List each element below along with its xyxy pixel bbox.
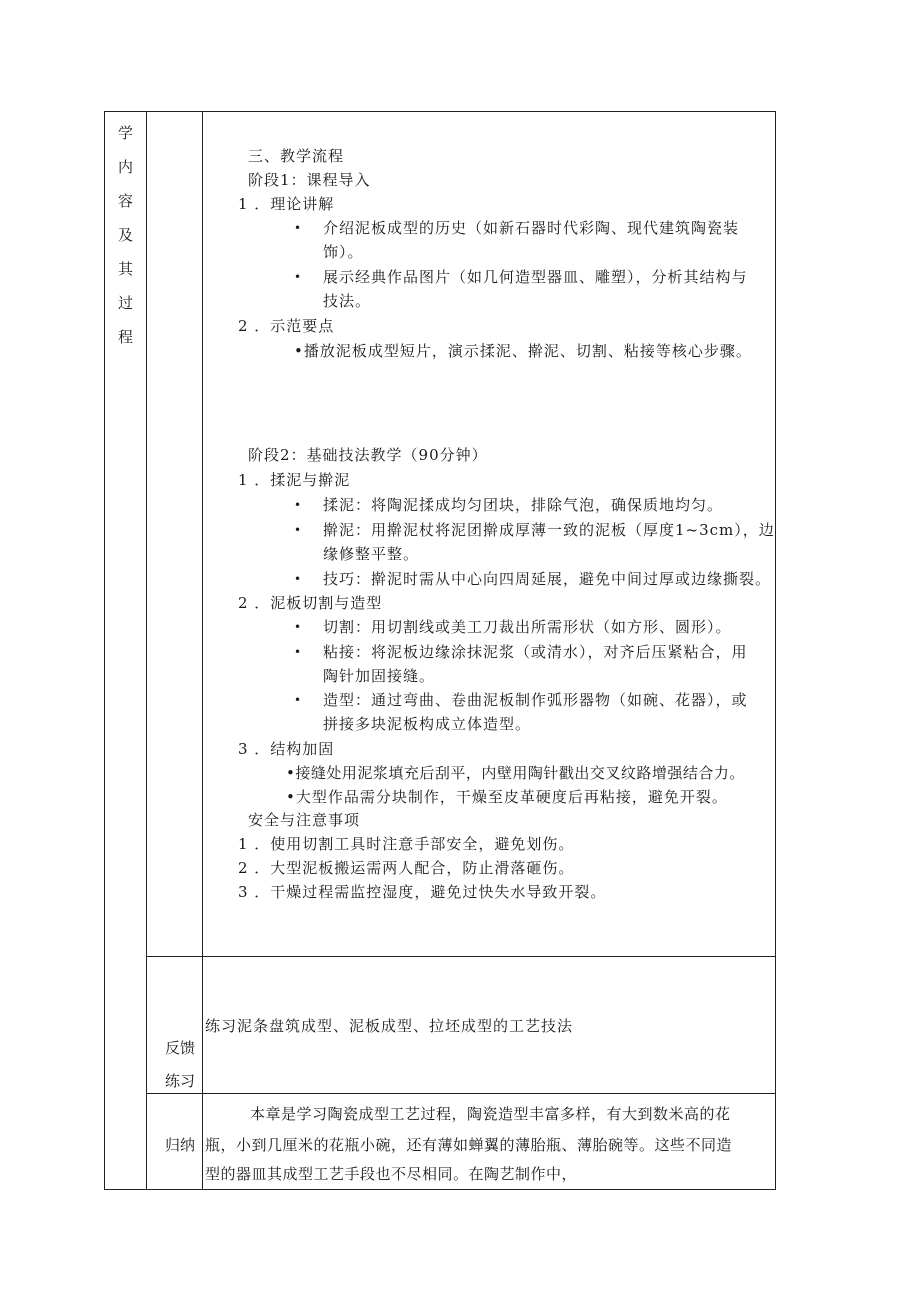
stage2-item2-title: 2 ．泥板切割与造型 xyxy=(238,594,383,612)
bullet-icon: • xyxy=(294,498,302,512)
stage2-item3-bullet2: •大型作品需分块制作，干燥至皮革硬度后再粘接，避免开裂。 xyxy=(286,788,728,806)
left-header-char: 学 xyxy=(118,124,134,142)
left-header-char: 过 xyxy=(118,294,134,312)
table-col-divider-2 xyxy=(202,111,203,1190)
table-col-divider-1 xyxy=(146,111,147,1190)
summary-line-3: 型的器皿其成型工艺手段也不尽相同。在陶艺制作中， xyxy=(205,1165,578,1183)
stage2-item1-title: 1 ．揉泥与擀泥 xyxy=(238,471,351,489)
stage2-item2-bullet2-line1: 粘接：将泥板边缘涂抹泥浆（或清水），对齐后压紧粘合，用 xyxy=(323,643,748,661)
stage2-item1-bullet1: 揉泥：将陶泥揉成均匀团块，排除气泡，确保质地均匀。 xyxy=(323,496,724,514)
stage2-title: 阶段2：基础技法教学（90分钟） xyxy=(248,446,488,464)
left-header-char: 及 xyxy=(118,226,134,244)
stage1-item1-bullet2-line1: 展示经典作品图片（如几何造型器皿、雕塑），分析其结构与 xyxy=(323,268,748,286)
table-top-border xyxy=(104,111,776,112)
stage2-item1-bullet3: 技巧：擀泥时需从中心向四周延展，避免中间过厚或边缘撕裂。 xyxy=(323,570,772,588)
safety-title: 安全与注意事项 xyxy=(248,811,361,829)
stage1-item1-bullet1-line2: 饰）。 xyxy=(323,243,364,261)
stage2-item2-bullet1: 切割：用切割线或美工刀裁出所需形状（如方形、圆形）。 xyxy=(323,618,732,636)
bullet-icon: • xyxy=(294,572,302,586)
bullet-icon: • xyxy=(294,270,302,284)
section-heading: 三、教学流程 xyxy=(248,147,345,165)
safety-item-3: 3 ．干燥过程需监控湿度，避免过快失水导致开裂。 xyxy=(238,883,607,901)
stage1-item1-title: 1 ．理论讲解 xyxy=(238,195,335,213)
feedback-text: 练习泥条盘筑成型、泥板成型、拉坯成型的工艺技法 xyxy=(205,1017,574,1035)
safety-item-1: 1 ．使用切割工具时注意手部安全，避免划伤。 xyxy=(238,835,575,853)
stage2-item2-bullet3-line1: 造型：通过弯曲、卷曲泥板制作弧形器物（如碗、花器），或 xyxy=(323,691,748,709)
stage2-item3-bullet1: •接缝处用泥浆填充后刮平，内壁用陶针戳出交叉纹路增强结合力。 xyxy=(286,764,745,782)
stage1-item2-title: 2 ．示范要点 xyxy=(238,317,335,335)
row-divider-1 xyxy=(146,956,776,957)
stage2-item3-title: 3 ．结构加固 xyxy=(238,740,335,758)
stage2-item1-bullet2-line1: 擀泥：用擀泥杖将泥团擀成厚薄一致的泥板（厚度1~3cm），边 xyxy=(323,521,775,539)
safety-item-2: 2 ．大型泥板搬运需两人配合，防止滑落砸伤。 xyxy=(238,859,575,877)
stage1-title: 阶段1：课程导入 xyxy=(248,171,371,189)
bullet-icon: • xyxy=(294,620,302,634)
left-header-char: 内 xyxy=(118,158,134,176)
table-left-border xyxy=(104,111,105,1190)
stage2-item1-bullet2-line2: 缘修整平整。 xyxy=(323,545,420,563)
summary-line-2: 瓶，小到几厘米的花瓶小碗，还有薄如蝉翼的薄胎瓶、薄胎碗等。这些不同造 xyxy=(205,1136,733,1154)
left-header-char: 容 xyxy=(118,192,134,210)
bullet-icon: • xyxy=(294,221,302,235)
stage1-item1-bullet2-line2: 技法。 xyxy=(323,292,372,310)
summary-label: 归纳 xyxy=(165,1136,196,1154)
stage1-item2-bullet1: •播放泥板成型短片，演示揉泥、擀泥、切割、粘接等核心步骤。 xyxy=(294,342,752,360)
stage2-item2-bullet3-line2: 拼接多块泥板构成立体造型。 xyxy=(323,715,532,733)
row-divider-2 xyxy=(146,1093,776,1094)
feedback-label-line2: 练习 xyxy=(165,1072,196,1090)
table-bottom-border xyxy=(104,1189,776,1190)
bullet-icon: • xyxy=(294,523,302,537)
table-right-border xyxy=(775,111,776,1190)
left-header-char: 程 xyxy=(118,328,134,346)
feedback-label-line1: 反馈 xyxy=(165,1039,196,1057)
stage2-item2-bullet2-line2: 陶针加固接缝。 xyxy=(323,667,436,685)
left-header-char: 其 xyxy=(118,260,134,278)
stage1-item1-bullet1-line1: 介绍泥板成型的历史（如新石器时代彩陶、现代建筑陶瓷装 xyxy=(323,219,740,237)
bullet-icon: • xyxy=(294,693,302,707)
summary-line-1: 本章是学习陶瓷成型工艺过程，陶瓷造型丰富多样，有大到数米高的花 xyxy=(250,1105,731,1123)
bullet-icon: • xyxy=(294,645,302,659)
